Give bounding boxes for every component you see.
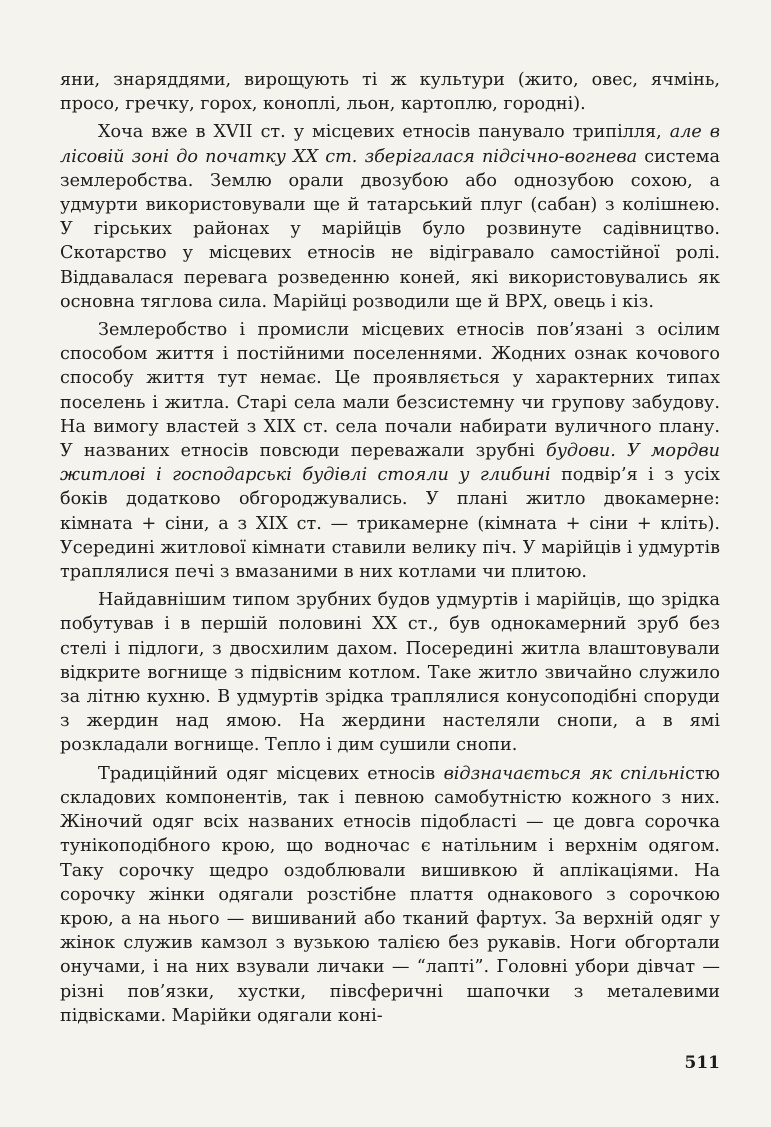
italic-run: будови. У мордви житлові і господарські будівлі стояли у глибині [60, 441, 721, 486]
paragraph [60, 762, 720, 1028]
text-run: система землеробства. Землю орали двозубою або однозубою сохою, а удмурти використовували ще й татарський плуг (сабан) з колішнею. У гірських районах у марійців було розвинуте садівництво. Скотарство у місцевих етносів не відігравало самостійної ролі. Віддавалася перевага розведенню коней, які використовувались як основна тяглова сила. Марійці розводили ще й ВРХ, овець і кіз. [60, 146, 720, 312]
paragraph [60, 588, 720, 757]
text-run: подвір’я і з усіх боків додатково обгороджувались. У плані житло двокамерне: кімната + сіни, а з XIX ст. — трикамерне (кімната + сіни + кліть). Усередині житлової кімнати ставили велику піч. У марійців і удмуртів траплялися печі з вмазаними в них котлами чи плитою. [60, 465, 720, 583]
text-run: стю складових компонентів, так і певною самобутністю кожного з них. Жіночий одяг всіх названих етносів підобласті — це довга сорочка тунікоподібного крою, що водночас є натільним і верхнім одягом. Таку сорочку щедро оздоблювали вишивкою й аплікаціями. На сорочку жінки одягали розстібне плаття однакового з сорочкою крою, а на нього — вишиваний або тканий фартух. За верхній одяг у жінок служив камзол з вузькою талією без рукавів. Ноги обгортали онучами, і на них взували личаки — “лапті”. Головні убори дівчат — різні пов’язки, хустки, півсферичні шапочки з металевими підвісками. Марійки одягали коні- [60, 763, 720, 1026]
italic-run: відзначається як спільні [443, 763, 686, 784]
text-run: Хоча вже в XVII ст. у місцевих етносів панувало трипілля, [98, 122, 670, 143]
text-run: Найдавнішим типом зрубних будов удмуртів і марійців, що зрідка побутував і в першій половині XX ст., був однокамерний зруб без стелі і підлоги, з двосхилим дахом. Посередині житла влаштовували відкрите вогнище з підвісним котлом. Таке житло звичайно служило за літню кухню. В удмуртів зрідка траплялися конусоподібні споруди з жердин над ямою. На жердини настеляли снопи, а в ямі розкладали вогнище. Тепло і дим сушили снопи. [60, 590, 720, 756]
paragraph [60, 68, 720, 116]
paragraph [60, 318, 720, 584]
page-number: 511 [684, 1053, 720, 1073]
text-run: Традиційний одяг місцевих етносів [98, 763, 444, 784]
text-run: Землеробство і промисли місцевих етносів пов’язані з осілим способом життя і постійними поселеннями. Жодних ознак кочового способу життя тут немає. Це проявляється у характерних типах поселень і житла. Старі села мали безсистемну чи групову забудову. На вимогу властей з XIX ст. села почали набирати вуличного плану. У названих етносів повсюди переважали зрубні [60, 320, 720, 462]
paragraph [60, 120, 720, 314]
body-text [60, 68, 720, 1028]
text-run: яни, знаряддями, вирощують ті ж культури (жито, овес, ячмінь, просо, гречку, горох, коноплі, льон, картоплю, городні). [60, 70, 720, 115]
italic-run: але в лісовій зоні до початку XX ст. зберігалася підсічно-вогнева [60, 122, 720, 167]
